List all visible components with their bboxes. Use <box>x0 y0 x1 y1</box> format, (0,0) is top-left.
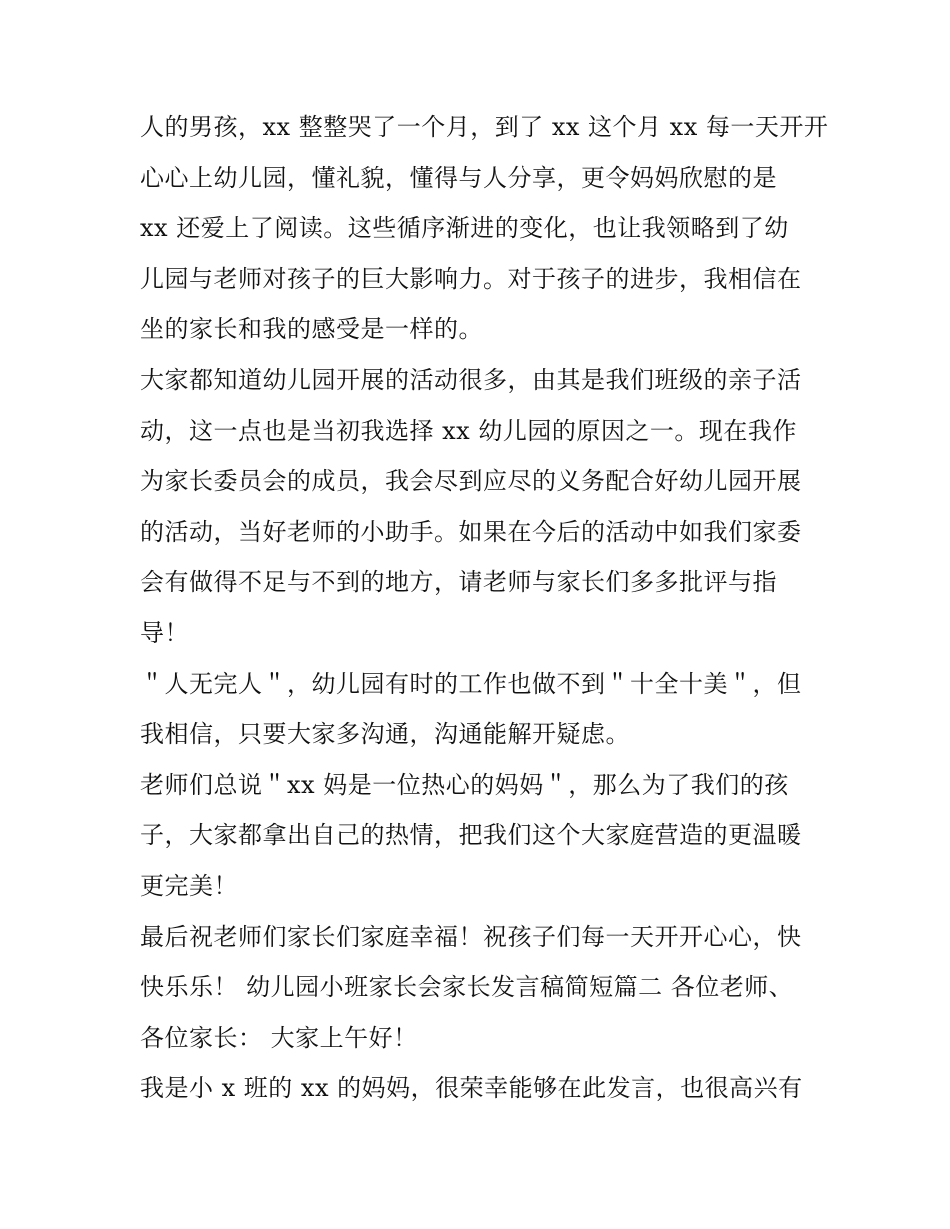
text-line: 导！ <box>140 618 189 647</box>
text-line: xx 还爱上了阅读。这些循序渐进的变化，也让我领略到了幼 <box>140 214 789 243</box>
text-line: 为家长委员会的成员，我会尽到应尽的义务配合好幼儿园开展 <box>140 467 802 496</box>
text-line: 各位家长： 大家上午好！ <box>140 1023 418 1052</box>
text-line: 的活动，当好老师的小助手。如果在今后的活动中如我们家委 <box>140 517 802 546</box>
text-line: 我相信，只要大家多沟通，沟通能解开疑虑。 <box>140 720 630 749</box>
text-line: 最后祝老师们家长们家庭幸福！祝孩子们每一天开开心心，快 <box>140 922 802 951</box>
text-line: ＂人无完人＂，幼儿园有时的工作也做不到＂十全十美＂，但 <box>140 669 802 698</box>
text-line: 坐的家长和我的感受是一样的。 <box>140 315 483 344</box>
text-line: 子，大家都拿出自己的热情，把我们这个大家庭营造的更温暖 <box>140 821 802 850</box>
text-line: 大家都知道幼儿园开展的活动很多，由其是我们班级的亲子活 <box>140 365 802 394</box>
text-line: 老师们总说＂xx 妈是一位热心的妈妈＂，那么为了我们的孩 <box>140 770 789 799</box>
text-line: 快乐乐！ 幼儿园小班家长会家长发言稿简短篇二 各位老师、 <box>140 973 794 1002</box>
document-body <box>140 102 829 1114</box>
text-line: 我是小 x 班的 xx 的妈妈，很荣幸能够在此发言，也很高兴有 <box>140 1074 803 1103</box>
text-line: 心心上幼儿园，懂礼貌，懂得与人分享，更令妈妈欣慰的是 <box>140 163 777 192</box>
text-line: 动，这一点也是当初我选择 xx 幼儿园的原因之一。现在我作 <box>140 416 797 445</box>
text-line: 人的男孩，xx 整整哭了一个月，到了 xx 这个月 xx 每一天开开 <box>140 113 829 141</box>
text-line: 会有做得不足与不到的地方，请老师与家长们多多批评与指 <box>140 568 777 597</box>
text-line: 更完美！ <box>140 871 238 900</box>
text-line: 儿园与老师对孩子的巨大影响力。对于孩子的进步，我相信在 <box>140 264 802 293</box>
